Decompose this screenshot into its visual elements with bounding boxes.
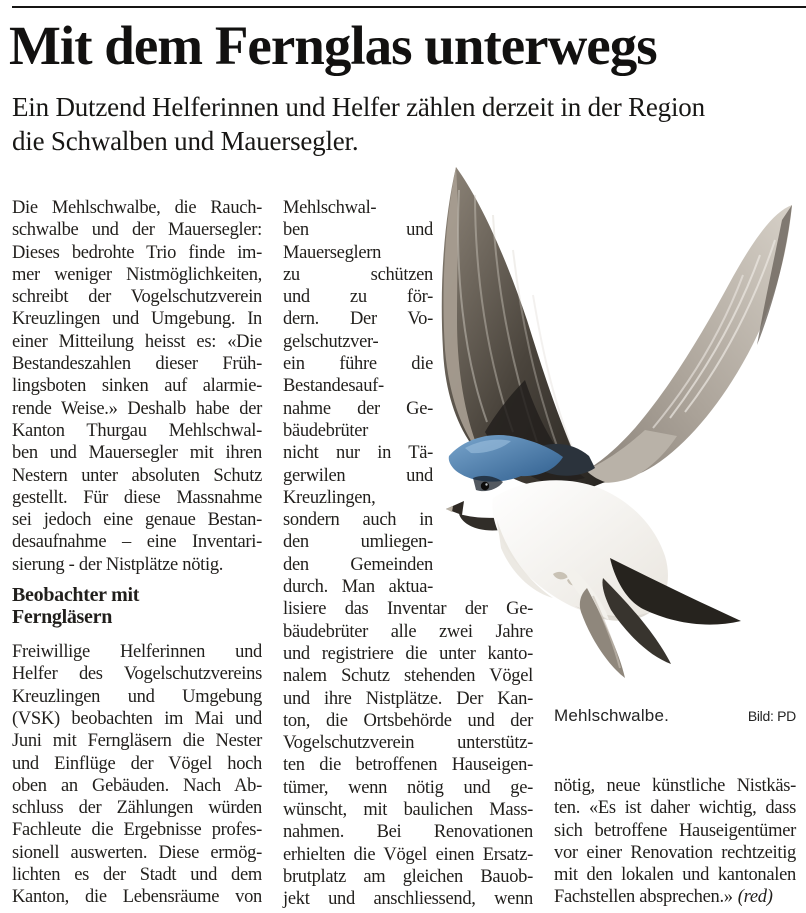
text-line: durch. Man aktua- xyxy=(283,577,433,598)
subtitle xyxy=(12,90,705,158)
text-line: sich betroffene Hauseigentümer xyxy=(554,820,796,841)
text-line: Bestandesauf- xyxy=(283,376,384,397)
paragraph xyxy=(554,775,796,886)
text-line: ten die betroffenen Hauseigen- xyxy=(283,755,533,776)
text-line: Ferngläsern xyxy=(12,606,113,629)
text-line: Beobachter mit xyxy=(12,584,140,607)
caption-credit: Bild: PD xyxy=(747,708,796,724)
caption-label: Mehlschwalbe. xyxy=(554,706,670,725)
text-line: nahmen. Bei Renovationen xyxy=(283,822,533,843)
text-line: sionell auswerten. Diese ermög- xyxy=(12,842,262,863)
page-title: Mit dem Fernglas unterwegs xyxy=(9,15,657,76)
text-line: ten. «Es ist daher wichtig, dass xyxy=(554,798,796,819)
text-line: mit den lokalen und kantonalen xyxy=(554,865,796,886)
text-line: Dieses bedrohte Trio finde im- xyxy=(12,242,262,263)
text-line: sierung - der Nistplätze nötig. xyxy=(12,554,224,575)
text-line: Helfer des Vogelschutzvereins xyxy=(12,664,262,685)
text-line: mer weniger Nistmöglichkeiten, xyxy=(12,264,262,285)
text-line: Mehlschwal- xyxy=(283,198,377,218)
subtitle-line: Ein Dutzend Helferinnen und Helfer zählen derzeit in der Region xyxy=(12,92,705,122)
text-line: lisiere das Inventar der Ge- xyxy=(283,599,533,620)
text-line: Kreuzlingen und Umgebung xyxy=(12,686,262,707)
text-line: oben an Gebäuden. Nach Ab- xyxy=(12,775,262,796)
mehlschwalbe-photo xyxy=(435,160,805,690)
section-subhead xyxy=(12,584,262,628)
text-line: und ihre Nistplätze. Der Kan- xyxy=(283,688,533,709)
text-line: bäudebrüter xyxy=(283,420,369,441)
text-line: bäudebrüter alle zwei Jahre xyxy=(283,621,533,642)
text-line: nalem Schutz stehenden Vögel xyxy=(283,666,533,687)
text-line: schluss der Zählungen würden xyxy=(12,798,262,819)
text-line: sei jedoch eine genaue Bestan- xyxy=(12,510,262,531)
text-line xyxy=(554,886,796,908)
text-line: nahme der Ge- xyxy=(283,398,433,419)
text-line: Mauerseglern xyxy=(283,242,382,263)
text-line: sondern auch in xyxy=(283,510,433,531)
text-line: schwalbe und der Mauersegler: xyxy=(12,220,262,241)
text-line: dern. Der Vo- xyxy=(283,309,433,330)
text-line: Die Mehlschwalbe, die Rauch- xyxy=(12,198,262,218)
text-line: brutplatz am gleichen Bauob- xyxy=(283,866,533,887)
text-line: lichten es der Stadt und dem xyxy=(12,865,262,886)
text-line: und registriere die unter kanto- xyxy=(283,643,533,664)
text-line: gestellt. Für diese Massnahme xyxy=(12,487,262,508)
text-line: Fachleute die Ergebnisse profes- xyxy=(12,820,262,841)
text-line: gelschutzver- xyxy=(283,331,379,352)
subtitle-line: die Schwalben und Mauersegler. xyxy=(12,126,359,156)
text-line: erhielten die Vögel einen Ersatz- xyxy=(283,844,533,865)
text-line: Nestern unter absoluten Schutz xyxy=(12,465,262,486)
text-line: nicht nur in Tä- xyxy=(283,443,433,464)
text-line: lingsboten sinken auf alarmie- xyxy=(12,376,262,397)
top-rule xyxy=(12,6,806,8)
text-line: den umliegen- xyxy=(283,532,433,553)
last-line-text: Fachstellen absprechen.» xyxy=(554,887,733,908)
column-1 xyxy=(12,197,262,909)
text-line: tümer, wenn nötig und ge- xyxy=(283,777,533,798)
text-line: wünscht, mit baulichen Mass- xyxy=(283,800,533,821)
text-line: nötig, neue künstliche Nistkäs- xyxy=(554,776,796,796)
paragraph xyxy=(12,641,262,909)
paragraph xyxy=(12,197,262,576)
text-line: Juni mit Ferngläsern die Nester xyxy=(12,731,262,752)
text-line: Vogelschutzverein unterstütz- xyxy=(283,733,533,754)
text-line: desaufnahme – eine Inventari- xyxy=(12,532,262,553)
text-line: und zu för- xyxy=(283,287,433,308)
text-line: Bestandeszahlen dieser Früh- xyxy=(12,354,262,375)
text-line: Kanton, die Lebensräume von xyxy=(12,887,262,908)
text-line: vor einer Renovation rechtzeitig xyxy=(554,842,796,863)
text-line: ben und xyxy=(283,220,433,241)
text-line: ein führe die xyxy=(283,354,433,375)
text-line: zu schützen xyxy=(283,264,433,285)
text-line: schreibt der Vogelschutzverein xyxy=(12,287,262,308)
byline: (red) xyxy=(737,887,773,908)
text-line: Freiwillige Helferinnen und xyxy=(12,642,262,663)
text-line: gerwilen und xyxy=(283,465,433,486)
text-line: Kreuzlingen und Umgebung. In xyxy=(12,309,262,330)
text-line: ton, die Ortsbehörde und der xyxy=(283,710,533,731)
text-line: Kanton Thurgau Mehlschwal- xyxy=(12,420,262,441)
text-line: jekt und anschliessend, wenn xyxy=(283,889,533,910)
text-line: den Gemeinden xyxy=(283,554,433,575)
text-line: Kreuzlingen, xyxy=(283,487,376,508)
image-caption xyxy=(554,706,796,728)
text-line: ben und Mauersegler mit ihren xyxy=(12,443,262,464)
text-line: und Einflüge der Vögel hoch xyxy=(12,753,262,774)
text-line: rende Weise.» Deshalb habe der xyxy=(12,398,262,419)
text-line: (VSK) beobachten im Mai und xyxy=(12,708,262,729)
text-line: einer Mitteilung heisst es: «Die xyxy=(12,331,262,352)
